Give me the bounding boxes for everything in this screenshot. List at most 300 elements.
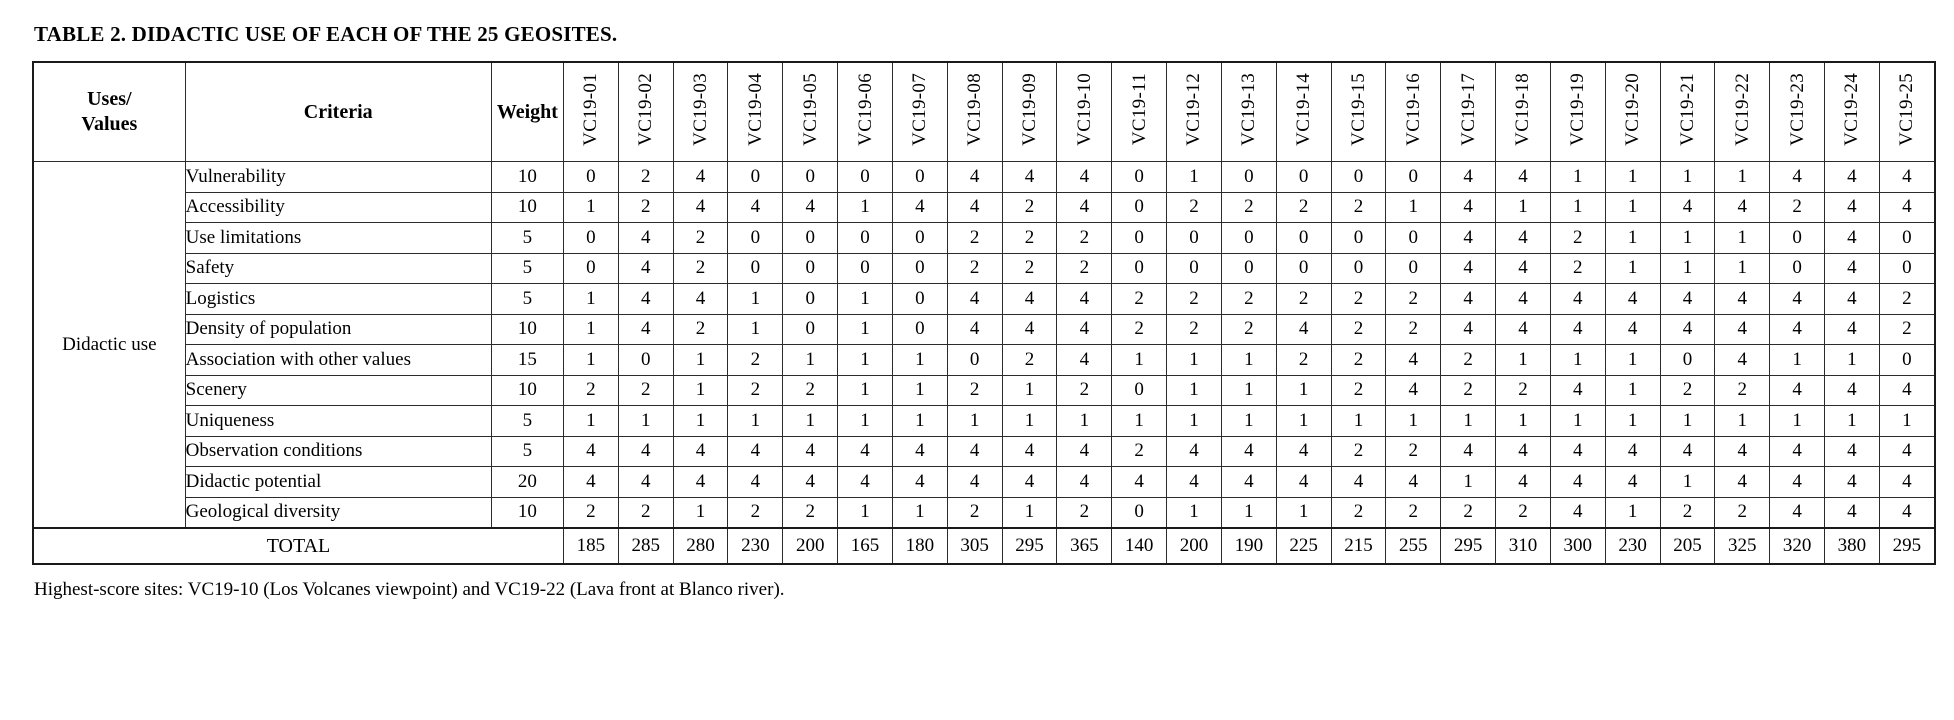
score-cell: 2 (1221, 192, 1276, 223)
score-cell: 0 (838, 223, 893, 254)
total-score-cell: 280 (673, 528, 728, 564)
score-cell: 4 (618, 253, 673, 284)
score-cell: 2 (1331, 284, 1386, 315)
total-score-cell: 295 (1441, 528, 1496, 564)
criteria-label: Density of population (185, 314, 491, 345)
uses-values-line2: Values (81, 113, 138, 135)
site-code-label: VC19-01 (580, 72, 602, 146)
table-row (33, 162, 1935, 193)
score-cell: 2 (947, 375, 1002, 406)
score-cell: 4 (1002, 467, 1057, 498)
score-cell: 1 (1167, 375, 1222, 406)
score-cell: 4 (783, 192, 838, 223)
criteria-label: Use limitations (185, 223, 491, 254)
score-cell: 2 (563, 497, 618, 528)
score-cell: 0 (1770, 223, 1825, 254)
score-cell: 0 (1276, 162, 1331, 193)
score-cell: 1 (1276, 375, 1331, 406)
total-score-cell: 215 (1331, 528, 1386, 564)
site-code-label: VC19-23 (1786, 72, 1808, 146)
score-cell: 1 (618, 406, 673, 437)
score-cell: 1 (1825, 345, 1880, 376)
total-score-cell: 320 (1770, 528, 1825, 564)
score-cell: 1 (1550, 345, 1605, 376)
score-cell: 4 (1825, 375, 1880, 406)
score-cell: 2 (618, 497, 673, 528)
score-cell: 0 (1331, 223, 1386, 254)
score-cell: 4 (1167, 467, 1222, 498)
total-label: TOTAL (33, 528, 563, 564)
score-cell: 1 (838, 192, 893, 223)
site-code-label: VC19-17 (1457, 72, 1479, 146)
score-cell: 2 (1879, 284, 1935, 315)
score-cell: 2 (783, 497, 838, 528)
score-cell: 4 (1879, 192, 1935, 223)
score-cell: 2 (947, 497, 1002, 528)
site-code-label: VC19-12 (1183, 72, 1205, 146)
site-code-label: VC19-20 (1622, 72, 1644, 146)
score-cell: 2 (1496, 497, 1551, 528)
score-cell: 4 (1605, 284, 1660, 315)
column-header-site (673, 62, 728, 162)
score-cell: 2 (1441, 497, 1496, 528)
criteria-label: Safety (185, 253, 491, 284)
total-score-cell: 380 (1825, 528, 1880, 564)
score-cell: 0 (1221, 253, 1276, 284)
score-cell: 4 (1057, 314, 1112, 345)
score-cell: 0 (892, 223, 947, 254)
score-cell: 0 (1112, 162, 1167, 193)
score-cell: 2 (1167, 284, 1222, 315)
score-cell: 2 (1331, 497, 1386, 528)
column-header-site (1112, 62, 1167, 162)
score-cell: 1 (838, 497, 893, 528)
site-code-label: VC19-07 (909, 72, 931, 146)
score-cell: 1 (1550, 406, 1605, 437)
site-code-label: VC19-11 (1128, 72, 1150, 146)
score-cell: 4 (1550, 375, 1605, 406)
score-cell: 0 (1276, 253, 1331, 284)
score-cell: 2 (1112, 436, 1167, 467)
total-score-cell: 295 (1002, 528, 1057, 564)
criteria-label: Observation conditions (185, 436, 491, 467)
score-cell: 1 (1605, 345, 1660, 376)
score-cell: 0 (1879, 345, 1935, 376)
score-cell: 4 (1057, 284, 1112, 315)
score-cell: 4 (1825, 314, 1880, 345)
score-cell: 1 (1770, 345, 1825, 376)
score-cell: 1 (1715, 162, 1770, 193)
weight-value: 10 (491, 375, 563, 406)
score-cell: 1 (838, 406, 893, 437)
site-code-label: VC19-25 (1896, 72, 1918, 146)
site-code-label: VC19-03 (690, 72, 712, 146)
weight-value: 10 (491, 162, 563, 193)
score-cell: 4 (838, 467, 893, 498)
score-cell: 2 (1331, 192, 1386, 223)
score-cell: 0 (1386, 162, 1441, 193)
score-cell: 4 (1331, 467, 1386, 498)
score-cell: 4 (1660, 436, 1715, 467)
score-cell: 1 (1660, 223, 1715, 254)
score-cell: 4 (838, 436, 893, 467)
score-cell: 0 (563, 253, 618, 284)
score-cell: 1 (673, 345, 728, 376)
score-cell: 2 (728, 497, 783, 528)
score-cell: 1 (947, 406, 1002, 437)
score-cell: 1 (1496, 406, 1551, 437)
score-cell: 2 (673, 253, 728, 284)
total-score-cell: 200 (783, 528, 838, 564)
score-cell: 1 (1770, 406, 1825, 437)
score-cell: 4 (1825, 253, 1880, 284)
score-cell: 4 (947, 314, 1002, 345)
score-cell: 2 (1770, 192, 1825, 223)
score-cell: 1 (728, 284, 783, 315)
score-cell: 1 (892, 497, 947, 528)
score-cell: 2 (1276, 284, 1331, 315)
score-cell: 4 (783, 467, 838, 498)
score-cell: 4 (892, 436, 947, 467)
site-code-label: VC19-06 (854, 72, 876, 146)
weight-value: 5 (491, 253, 563, 284)
score-cell: 2 (563, 375, 618, 406)
total-score-cell: 190 (1221, 528, 1276, 564)
score-cell: 4 (1825, 436, 1880, 467)
score-cell: 4 (1605, 314, 1660, 345)
score-cell: 1 (1276, 406, 1331, 437)
site-code-label: VC19-22 (1731, 72, 1753, 146)
score-cell: 2 (1550, 223, 1605, 254)
score-cell: 1 (1715, 253, 1770, 284)
score-cell: 4 (892, 467, 947, 498)
column-header-site (728, 62, 783, 162)
score-cell: 4 (618, 436, 673, 467)
table-row (33, 406, 1935, 437)
site-code-label: VC19-15 (1347, 72, 1369, 146)
score-cell: 0 (728, 162, 783, 193)
score-cell: 1 (1002, 375, 1057, 406)
column-header-site (838, 62, 893, 162)
score-cell: 0 (892, 162, 947, 193)
table-row (33, 314, 1935, 345)
site-code-label: VC19-04 (744, 72, 766, 146)
score-cell: 2 (1879, 314, 1935, 345)
score-cell: 1 (1605, 223, 1660, 254)
score-cell: 0 (783, 253, 838, 284)
score-cell: 4 (618, 467, 673, 498)
score-cell: 4 (1660, 192, 1715, 223)
site-code-label: VC19-19 (1567, 72, 1589, 146)
score-cell: 2 (673, 223, 728, 254)
score-cell: 1 (1221, 497, 1276, 528)
column-header-site (1221, 62, 1276, 162)
column-header-site (1825, 62, 1880, 162)
score-cell: 2 (618, 375, 673, 406)
score-cell: 4 (1660, 314, 1715, 345)
score-cell: 4 (1715, 436, 1770, 467)
score-cell: 4 (1496, 162, 1551, 193)
score-cell: 2 (728, 345, 783, 376)
score-cell: 1 (1002, 406, 1057, 437)
score-cell: 4 (1057, 345, 1112, 376)
score-cell: 4 (1386, 467, 1441, 498)
score-cell: 4 (1715, 345, 1770, 376)
total-score-cell: 285 (618, 528, 673, 564)
uses-values-line1: Uses/ (87, 88, 132, 110)
score-cell: 1 (1550, 162, 1605, 193)
score-cell: 1 (1331, 406, 1386, 437)
score-cell: 4 (1879, 497, 1935, 528)
score-cell: 2 (1276, 345, 1331, 376)
score-cell: 1 (1002, 497, 1057, 528)
score-cell: 4 (947, 162, 1002, 193)
score-cell: 1 (783, 406, 838, 437)
score-cell: 1 (1715, 223, 1770, 254)
score-cell: 1 (1441, 406, 1496, 437)
total-score-cell: 365 (1057, 528, 1112, 564)
score-cell: 4 (1550, 467, 1605, 498)
score-cell: 4 (1770, 375, 1825, 406)
score-cell: 2 (1057, 223, 1112, 254)
score-cell: 4 (1441, 436, 1496, 467)
score-cell: 2 (1002, 253, 1057, 284)
score-cell: 0 (1386, 223, 1441, 254)
score-cell: 2 (1331, 345, 1386, 376)
column-header-site (1879, 62, 1935, 162)
group-label-didactic-use: Didactic use (33, 162, 185, 529)
score-cell: 4 (1441, 192, 1496, 223)
column-header-site (1386, 62, 1441, 162)
score-cell: 4 (1825, 497, 1880, 528)
criteria-label: Accessibility (185, 192, 491, 223)
score-cell: 4 (728, 467, 783, 498)
score-cell: 2 (673, 314, 728, 345)
column-header-site (1550, 62, 1605, 162)
score-cell: 4 (673, 284, 728, 315)
score-cell: 4 (1550, 284, 1605, 315)
score-cell: 2 (728, 375, 783, 406)
score-cell: 4 (1221, 467, 1276, 498)
score-cell: 2 (1167, 192, 1222, 223)
column-header-site (1715, 62, 1770, 162)
score-cell: 1 (728, 314, 783, 345)
site-code-label: VC19-21 (1676, 72, 1698, 146)
score-cell: 1 (838, 345, 893, 376)
score-cell: 4 (563, 467, 618, 498)
score-cell: 1 (892, 345, 947, 376)
score-cell: 1 (838, 314, 893, 345)
score-cell: 2 (1331, 314, 1386, 345)
score-cell: 1 (563, 284, 618, 315)
score-cell: 1 (563, 314, 618, 345)
weight-value: 10 (491, 497, 563, 528)
score-cell: 4 (947, 436, 1002, 467)
score-cell: 4 (1441, 162, 1496, 193)
score-cell: 0 (618, 345, 673, 376)
score-cell: 1 (1715, 406, 1770, 437)
score-cell: 0 (1276, 223, 1331, 254)
table-row (33, 192, 1935, 223)
score-cell: 4 (1770, 162, 1825, 193)
score-cell: 0 (1770, 253, 1825, 284)
score-cell: 0 (838, 253, 893, 284)
score-cell: 1 (838, 284, 893, 315)
score-cell: 4 (1441, 253, 1496, 284)
weight-value: 10 (491, 192, 563, 223)
column-header-site (1002, 62, 1057, 162)
score-cell: 4 (1441, 284, 1496, 315)
score-cell: 1 (1660, 467, 1715, 498)
column-header-site (1660, 62, 1715, 162)
header-row (33, 62, 1935, 162)
score-cell: 4 (1770, 284, 1825, 315)
score-cell: 1 (1276, 497, 1331, 528)
score-cell: 1 (673, 406, 728, 437)
score-cell: 1 (1660, 406, 1715, 437)
score-cell: 0 (892, 284, 947, 315)
score-cell: 4 (673, 436, 728, 467)
table-row (33, 345, 1935, 376)
score-cell: 1 (563, 406, 618, 437)
score-cell: 4 (1496, 314, 1551, 345)
score-cell: 4 (1770, 314, 1825, 345)
score-cell: 2 (1002, 345, 1057, 376)
score-cell: 1 (1112, 345, 1167, 376)
score-cell: 4 (563, 436, 618, 467)
total-score-cell: 225 (1276, 528, 1331, 564)
criteria-label: Geological diversity (185, 497, 491, 528)
score-cell: 1 (1496, 192, 1551, 223)
score-cell: 4 (783, 436, 838, 467)
total-score-cell: 305 (947, 528, 1002, 564)
criteria-label: Logistics (185, 284, 491, 315)
score-cell: 2 (1715, 375, 1770, 406)
score-cell: 2 (618, 162, 673, 193)
column-header-weight: Weight (491, 62, 563, 162)
score-cell: 2 (1002, 223, 1057, 254)
score-cell: 0 (563, 223, 618, 254)
score-cell: 1 (783, 345, 838, 376)
column-header-site (1605, 62, 1660, 162)
total-score-cell: 200 (1167, 528, 1222, 564)
score-cell: 0 (783, 223, 838, 254)
score-cell: 0 (1386, 253, 1441, 284)
column-header-site (1057, 62, 1112, 162)
score-cell: 0 (1112, 375, 1167, 406)
score-cell: 2 (1167, 314, 1222, 345)
score-cell: 4 (728, 436, 783, 467)
site-code-label: VC19-10 (1073, 72, 1095, 146)
score-cell: 0 (1112, 253, 1167, 284)
site-code-label: VC19-08 (964, 72, 986, 146)
score-cell: 1 (1605, 253, 1660, 284)
score-cell: 2 (783, 375, 838, 406)
score-cell: 4 (1550, 436, 1605, 467)
table-caption: TABLE 2. DIDACTIC USE OF EACH OF THE 25 GEOSITES. (34, 22, 618, 46)
score-cell: 1 (892, 406, 947, 437)
score-cell: 1 (1167, 345, 1222, 376)
score-cell: 1 (1441, 467, 1496, 498)
score-cell: 4 (947, 467, 1002, 498)
score-cell: 4 (1879, 467, 1935, 498)
score-cell: 4 (1496, 253, 1551, 284)
column-header-site (1276, 62, 1331, 162)
score-cell: 4 (1496, 223, 1551, 254)
score-cell: 1 (1660, 253, 1715, 284)
score-cell: 0 (838, 162, 893, 193)
site-code-label: VC19-18 (1512, 72, 1534, 146)
score-cell: 0 (728, 223, 783, 254)
score-cell: 4 (1660, 284, 1715, 315)
total-score-cell: 255 (1386, 528, 1441, 564)
score-cell: 0 (783, 284, 838, 315)
score-cell: 4 (1112, 467, 1167, 498)
score-cell: 4 (1770, 497, 1825, 528)
column-header-site (783, 62, 838, 162)
score-cell: 0 (1221, 162, 1276, 193)
score-cell: 4 (1057, 162, 1112, 193)
total-score-cell: 180 (892, 528, 947, 564)
score-cell: 2 (1441, 345, 1496, 376)
score-cell: 4 (947, 284, 1002, 315)
table-row (33, 467, 1935, 498)
table-body (33, 162, 1935, 565)
score-cell: 2 (1496, 375, 1551, 406)
score-cell: 4 (1605, 436, 1660, 467)
total-score-cell: 230 (1605, 528, 1660, 564)
score-cell: 0 (563, 162, 618, 193)
criteria-label: Scenery (185, 375, 491, 406)
site-code-label: VC19-02 (635, 72, 657, 146)
weight-value: 10 (491, 314, 563, 345)
score-cell: 1 (1605, 497, 1660, 528)
table-row (33, 253, 1935, 284)
score-cell: 4 (1057, 436, 1112, 467)
column-header-site (1496, 62, 1551, 162)
score-cell: 4 (1221, 436, 1276, 467)
score-cell: 0 (783, 314, 838, 345)
score-cell: 4 (1715, 284, 1770, 315)
score-cell: 1 (1167, 497, 1222, 528)
weight-value: 5 (491, 223, 563, 254)
score-cell: 4 (618, 314, 673, 345)
score-cell: 1 (1167, 162, 1222, 193)
score-cell: 2 (1002, 192, 1057, 223)
score-cell: 2 (1660, 497, 1715, 528)
score-cell: 0 (1112, 223, 1167, 254)
criteria-label: Uniqueness (185, 406, 491, 437)
score-cell: 4 (1879, 162, 1935, 193)
score-cell: 4 (1441, 223, 1496, 254)
score-cell: 2 (1550, 253, 1605, 284)
score-cell: 2 (1441, 375, 1496, 406)
weight-value: 20 (491, 467, 563, 498)
column-header-site (1167, 62, 1222, 162)
score-cell: 0 (892, 314, 947, 345)
column-header-criteria: Criteria (185, 62, 491, 162)
total-score-cell: 165 (838, 528, 893, 564)
column-header-site (563, 62, 618, 162)
score-cell: 1 (1825, 406, 1880, 437)
score-cell: 4 (947, 192, 1002, 223)
site-code-label: VC19-13 (1238, 72, 1260, 146)
score-cell: 0 (1879, 253, 1935, 284)
score-cell: 1 (1221, 406, 1276, 437)
score-cell: 1 (1057, 406, 1112, 437)
score-cell: 1 (1221, 375, 1276, 406)
score-cell: 4 (1825, 284, 1880, 315)
